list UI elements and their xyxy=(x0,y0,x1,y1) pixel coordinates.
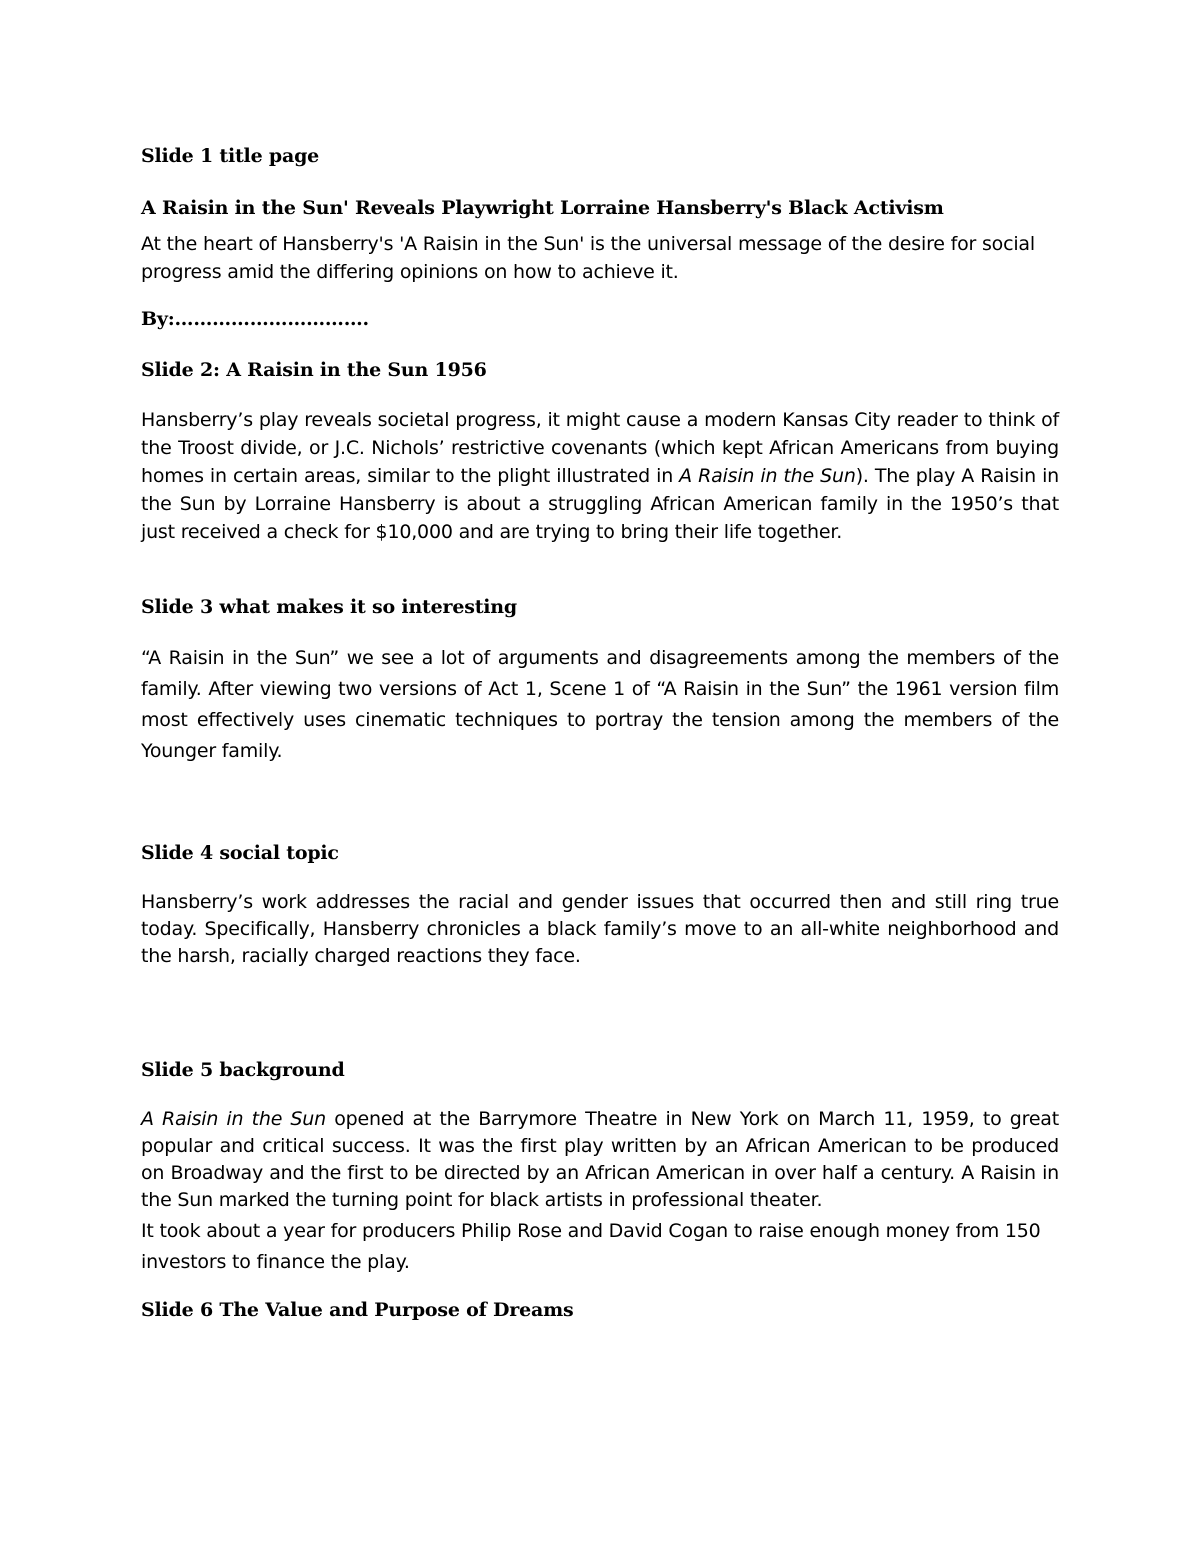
slide5-paragraph-2: It took about a year for producers Philip Rose and David Cogan to raise enough money from 150 investors to finance the play. xyxy=(141,1220,1041,1273)
slide6-heading: Slide 6 The Value and Purpose of Dreams xyxy=(141,1299,574,1321)
slide2-text-part1: Hansberry’s play reveals societal progress, it might cause a modern Kansas City reader to think of the Troost divide, or J.C. Nichols’ restrictive covenants (which kept African Americans from buying homes in certain areas, similar to the plight illustrated in xyxy=(141,409,1059,487)
slide3-heading: Slide 3 what makes it so interesting xyxy=(141,596,518,618)
slide5-text-rest: opened at the Barrymore Theatre in New York on March 11, 1959, to great popular and critical success. It was the first play written by an African American to be produced on Broadway and the first to be directed by an African American in over half a century. A Raisin in the Sun marked the turning point for black artists in professional theater. xyxy=(141,1108,1059,1211)
slide2-heading: Slide 2: A Raisin in the Sun 1956 xyxy=(141,359,487,381)
slide1-subtitle: A Raisin in the Sun' Reveals Playwright Lorraine Hansberry's Black Activism xyxy=(141,197,944,219)
slide5-heading: Slide 5 background xyxy=(141,1059,345,1081)
slide2-text-italic: A Raisin in the Sun xyxy=(679,465,856,487)
slide5-text-italic: A Raisin in the Sun xyxy=(141,1108,326,1130)
slide4-paragraph: Hansberry’s work addresses the racial and gender issues that occurred then and still ring true today. Specifically, Hansberry chronicles a black family’s move to an all-white neighborhood and the harsh, racially charged reactions they face. xyxy=(141,891,1059,967)
slide4-heading: Slide 4 social topic xyxy=(141,842,339,864)
slide3-paragraph: “A Raisin in the Sun” we see a lot of arguments and disagreements among the members of the family. After viewing two versions of Act 1, Scene 1 of “A Raisin in the Sun” the 1961 version film most effectively uses cinematic techniques to portray the tension among the members of the Younger family. xyxy=(141,647,1059,762)
slide1-byline: By:…………………………. xyxy=(141,308,369,330)
slide2-text-part2: ). The play A Raisin in the Sun by Lorraine Hansberry is about a struggling African American family in the 1950’s that just received a check for $10,000 and are trying to bring their life together. xyxy=(141,465,1059,543)
slide1-paragraph: At the heart of Hansberry's 'A Raisin in the Sun' is the universal message of the desire for social progress amid the differing opinions on how to achieve it. xyxy=(141,233,1035,283)
slide5-paragraph-1 xyxy=(141,1106,1059,1214)
slide2-paragraph xyxy=(141,406,1059,546)
slide1-heading: Slide 1 title page xyxy=(141,145,320,167)
